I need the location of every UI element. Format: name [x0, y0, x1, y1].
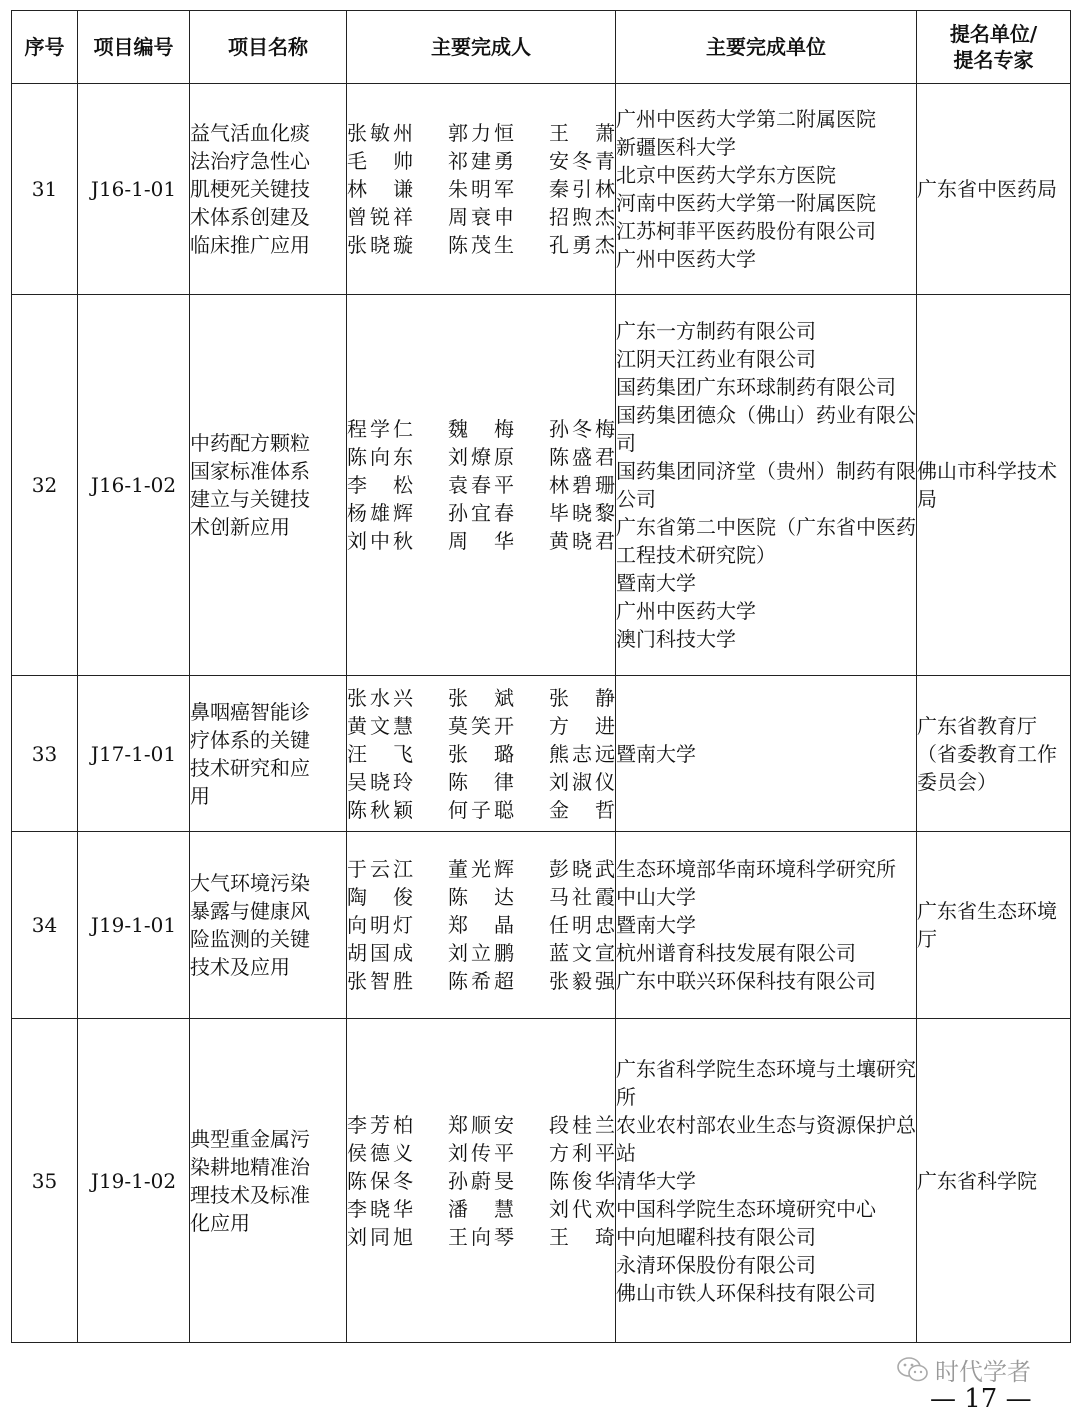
unit-name: 国药集团同济堂（贵州）制药有限公司 — [616, 459, 916, 511]
row-number: 31 — [12, 84, 78, 295]
page-number: — 17 — — [930, 1384, 1032, 1414]
project-name-line: 国家标准体系 — [190, 459, 310, 483]
project-name-line: 险监测的关键 — [190, 927, 310, 951]
completer-row — [347, 1167, 615, 1195]
project-name-line: 技术及应用 — [190, 955, 290, 979]
completing-units — [616, 832, 917, 1019]
project-name-line: 染耕地精准治 — [190, 1154, 310, 1179]
completer-name: 方利平 — [549, 1140, 615, 1165]
completer-name: 孙蔚旻 — [448, 1168, 514, 1193]
unit-name: 清华大学 — [616, 1168, 696, 1193]
completer-row — [347, 883, 615, 911]
completer-row — [347, 175, 615, 203]
project-name — [190, 84, 347, 295]
completer-name: 刘中秋 — [347, 529, 413, 553]
project-name-line: 临床推广应用 — [190, 233, 310, 257]
unit-name: 农业农村部农业生态与资源保护总站 — [616, 1112, 916, 1165]
completer-row — [347, 443, 615, 471]
completer-name: 马社霞 — [549, 885, 615, 909]
completer-name: 王 萧 — [549, 121, 615, 145]
table-header — [12, 11, 1071, 84]
completer-name: 陈茂生 — [448, 233, 514, 257]
completer-name: 熊志远 — [549, 741, 615, 766]
unit-name: 广东省第二中医院（广东省中医药工程技术研究院） — [616, 515, 916, 567]
project-name-line: 化应用 — [190, 1210, 250, 1235]
unit-name: 河南中医药大学第一附属医院 — [616, 191, 876, 215]
completer-name: 向明灯 — [347, 913, 413, 937]
project-name-line: 鼻咽癌智能诊 — [190, 699, 310, 724]
completer-name: 周衰申 — [448, 205, 514, 229]
completer-row — [347, 203, 615, 231]
row-number: 34 — [12, 832, 78, 1019]
unit-name: 新疆医科大学 — [616, 135, 736, 159]
completer-name: 张晓璇 — [347, 233, 413, 257]
completer-name: 段桂兰 — [549, 1112, 615, 1137]
project-name-line: 疗体系的关键 — [190, 727, 310, 752]
completers — [347, 1019, 616, 1343]
unit-name: 江苏柯菲平医药股份有限公司 — [616, 219, 876, 243]
completing-units — [616, 676, 917, 832]
completer-name: 孙宜春 — [448, 501, 514, 525]
project-name-line: 益气活血化痰 — [190, 121, 310, 145]
header-people: 主要完成人 — [347, 11, 616, 84]
header-nominator: 提名单位/ 提名专家 — [917, 11, 1071, 84]
table-row — [12, 84, 1071, 295]
table-body — [12, 84, 1071, 1343]
completer-name: 陈俊华 — [549, 1168, 615, 1193]
completer-name: 陈向东 — [347, 445, 413, 469]
header-name: 项目名称 — [190, 11, 347, 84]
unit-name: 广东中联兴环保科技有限公司 — [616, 969, 876, 993]
completer-name: 潘 慧 — [448, 1196, 514, 1221]
completing-units — [616, 1019, 917, 1343]
project-name-line: 法治疗急性心 — [190, 149, 310, 173]
unit-name: 暨南大学 — [616, 913, 696, 937]
completer-name: 黄文慧 — [347, 713, 413, 738]
completer-name: 曾锐祥 — [347, 205, 413, 229]
completer-name: 陈保冬 — [347, 1168, 413, 1193]
completer-name: 王向琴 — [448, 1224, 514, 1249]
project-name-line: 术创新应用 — [190, 515, 290, 539]
project-name-line: 用 — [190, 783, 210, 808]
completer-name: 李 松 — [347, 473, 413, 497]
completer-name: 于云江 — [347, 857, 413, 881]
completer-name: 周 华 — [448, 529, 514, 553]
completer-name: 刘传平 — [448, 1140, 514, 1165]
project-name-line: 暴露与健康风 — [190, 899, 310, 923]
completer-name: 毕晓黎 — [549, 501, 615, 525]
completer-name: 张 斌 — [448, 685, 514, 710]
completer-name: 彭晓武 — [549, 857, 615, 881]
completer-row — [347, 471, 615, 499]
completer-name: 王 琦 — [549, 1224, 615, 1249]
completer-name: 孙冬梅 — [549, 417, 615, 441]
project-code: J19-1-02 — [78, 1019, 190, 1343]
completer-row — [347, 939, 615, 967]
completer-name: 郭力恒 — [448, 121, 514, 145]
unit-name: 江阴天江药业有限公司 — [616, 347, 816, 371]
completer-row — [347, 768, 615, 796]
unit-name: 广东一方制药有限公司 — [616, 319, 816, 343]
completer-name: 张敏州 — [347, 121, 413, 145]
unit-name: 国药集团广东环球制药有限公司 — [616, 375, 896, 399]
completer-name: 孔勇杰 — [549, 233, 615, 257]
completer-name: 张智胜 — [347, 969, 413, 993]
project-code: J17-1-01 — [78, 676, 190, 832]
row-number: 32 — [12, 295, 78, 676]
completer-row — [347, 1111, 615, 1139]
completer-name: 张水兴 — [347, 685, 413, 710]
completer-name: 黄晓君 — [549, 529, 615, 553]
table-row — [12, 1019, 1071, 1343]
completer-row — [347, 967, 615, 995]
project-name-line: 理技术及标准 — [190, 1182, 310, 1207]
unit-name: 中向旭曜科技有限公司 — [616, 1224, 816, 1249]
completer-name: 郑顺安 — [448, 1112, 514, 1137]
completer-name: 郑 晶 — [448, 913, 514, 937]
completer-name: 刘同旭 — [347, 1224, 413, 1249]
completer-row — [347, 796, 615, 824]
completer-name: 毛 帅 — [347, 149, 413, 173]
unit-name: 杭州谱育科技发展有限公司 — [616, 941, 856, 965]
project-name-line: 技术研究和应 — [190, 755, 310, 780]
project-name-line: 中药配方颗粒 — [190, 431, 310, 455]
completer-name: 安冬青 — [549, 149, 615, 173]
completer-name: 陈盛君 — [549, 445, 615, 469]
completer-name: 侯德义 — [347, 1140, 413, 1165]
project-name-line: 术体系创建及 — [190, 205, 310, 229]
unit-name: 中国科学院生态环境研究中心 — [616, 1196, 876, 1221]
completers — [347, 84, 616, 295]
completer-name: 刘淑仪 — [549, 769, 615, 794]
completer-name: 杨雄辉 — [347, 501, 413, 525]
completer-row — [347, 1195, 615, 1223]
completer-name: 蓝文宣 — [549, 941, 615, 965]
project-name — [190, 832, 347, 1019]
wechat-icon — [897, 1357, 929, 1383]
header-code: 项目编号 — [78, 11, 190, 84]
nominator: 广东省中医药局 — [917, 84, 1071, 295]
completers — [347, 295, 616, 676]
unit-name: 广东省科学院生态环境与土壤研究所 — [616, 1056, 916, 1109]
completer-name: 陈希超 — [448, 969, 514, 993]
project-name — [190, 676, 347, 832]
completer-row — [347, 911, 615, 939]
completer-name: 祁建勇 — [448, 149, 514, 173]
completer-row — [347, 231, 615, 259]
completer-name: 何子聪 — [448, 797, 514, 822]
completer-name: 吴晓玲 — [347, 769, 413, 794]
table-row — [12, 832, 1071, 1019]
completer-name: 陈 律 — [448, 769, 514, 794]
completer-name: 金 哲 — [549, 797, 615, 822]
completer-name: 陈秋颖 — [347, 797, 413, 822]
completer-name: 张 璐 — [448, 741, 514, 766]
awards-table — [11, 10, 1071, 1343]
watermark-text: 时代学者 — [935, 1358, 1031, 1386]
project-code: J19-1-01 — [78, 832, 190, 1019]
completer-name: 李芳柏 — [347, 1112, 413, 1137]
nominator: 广东省科学院 — [917, 1019, 1071, 1343]
unit-name: 国药集团德众（佛山）药业有限公司 — [616, 403, 916, 455]
completer-row — [347, 119, 615, 147]
table-row — [12, 676, 1071, 832]
completer-name: 林 谦 — [347, 177, 413, 201]
nominator: 广东省生态环境厅 — [917, 832, 1071, 1019]
completer-name: 朱明军 — [448, 177, 514, 201]
completer-row — [347, 1139, 615, 1167]
completer-row — [347, 527, 615, 555]
row-number: 35 — [12, 1019, 78, 1343]
table-row — [12, 295, 1071, 676]
completer-name: 刘代欢 — [549, 1196, 615, 1221]
completer-row — [347, 415, 615, 443]
completer-name: 汪 飞 — [347, 741, 413, 766]
unit-name: 广州中医药大学第二附属医院 — [616, 107, 876, 131]
unit-name: 佛山市铁人环保科技有限公司 — [616, 1280, 876, 1305]
completer-row — [347, 499, 615, 527]
unit-name: 广州中医药大学 — [616, 247, 756, 271]
completer-name: 刘立鹏 — [448, 941, 514, 965]
project-name-line: 建立与关键技 — [190, 487, 310, 511]
unit-name: 暨南大学 — [616, 571, 696, 595]
project-name-line: 肌梗死关键技 — [190, 177, 310, 201]
completer-name: 招煦杰 — [549, 205, 615, 229]
project-code: J16-1-02 — [78, 295, 190, 676]
completers — [347, 676, 616, 832]
completer-name: 张毅强 — [549, 969, 615, 993]
completers — [347, 832, 616, 1019]
unit-name: 暨南大学 — [616, 741, 696, 766]
completer-name: 袁春平 — [448, 473, 514, 497]
completer-row — [347, 740, 615, 768]
project-name-line: 大气环境污染 — [190, 871, 310, 895]
completer-name: 林碧珊 — [549, 473, 615, 497]
completer-name: 程学仁 — [347, 417, 413, 441]
watermark — [897, 1352, 1031, 1387]
completer-name: 刘燎原 — [448, 445, 514, 469]
completing-units — [616, 84, 917, 295]
row-number: 33 — [12, 676, 78, 832]
completer-name: 魏 梅 — [448, 417, 514, 441]
completer-name: 张 静 — [549, 685, 615, 710]
completer-name: 董光辉 — [448, 857, 514, 881]
completing-units — [616, 295, 917, 676]
header-no: 序号 — [12, 11, 78, 84]
unit-name: 广州中医药大学 — [616, 599, 756, 623]
project-name — [190, 295, 347, 676]
unit-name: 中山大学 — [616, 885, 696, 909]
completer-name: 李晓华 — [347, 1196, 413, 1221]
unit-name: 永清环保股份有限公司 — [616, 1252, 816, 1277]
completer-name: 胡国成 — [347, 941, 413, 965]
unit-name: 生态环境部华南环境科学研究所 — [616, 857, 896, 881]
unit-name: 澳门科技大学 — [616, 627, 736, 651]
completer-row — [347, 147, 615, 175]
completer-row — [347, 684, 615, 712]
completer-row — [347, 855, 615, 883]
project-name — [190, 1019, 347, 1343]
completer-name: 任明忠 — [549, 913, 615, 937]
nominator: 广东省教育厅（省委教育工作委员会） — [917, 676, 1071, 832]
header-units: 主要完成单位 — [616, 11, 917, 84]
completer-name: 陈 达 — [448, 885, 514, 909]
completer-name: 秦引林 — [549, 177, 615, 201]
unit-name: 北京中医药大学东方医院 — [616, 163, 836, 187]
completer-row — [347, 712, 615, 740]
nominator: 佛山市科学技术局 — [917, 295, 1071, 676]
completer-row — [347, 1223, 615, 1251]
project-code: J16-1-01 — [78, 84, 190, 295]
project-name-line: 典型重金属污 — [190, 1126, 310, 1151]
completer-name: 方 进 — [549, 713, 615, 738]
completer-name: 陶 俊 — [347, 885, 413, 909]
completer-name: 莫笑开 — [448, 713, 514, 738]
